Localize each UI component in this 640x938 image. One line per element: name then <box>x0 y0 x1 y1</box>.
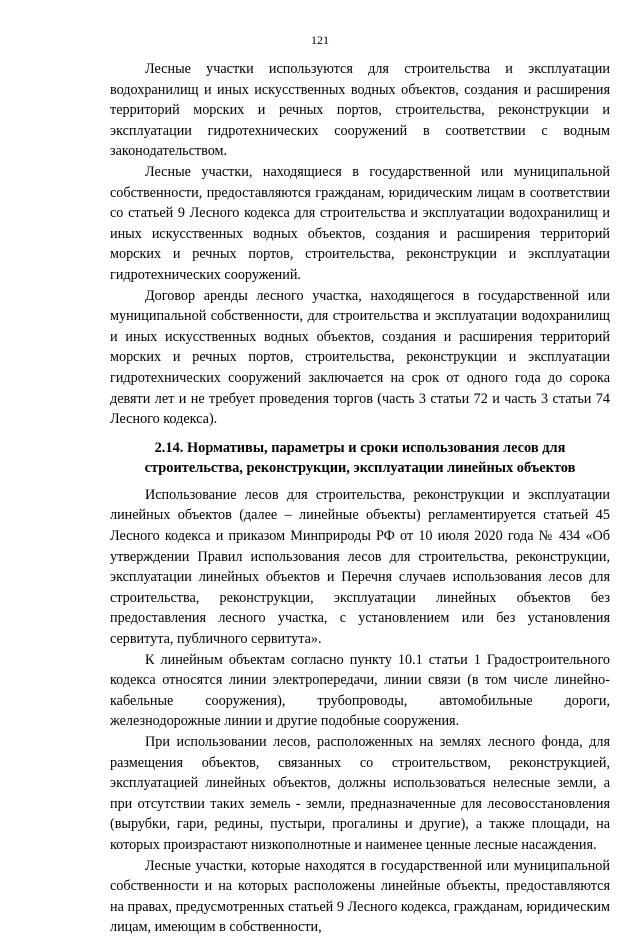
page-number: 121 <box>311 33 329 47</box>
paragraph: Лесные участки используются для строительства и эксплуатации водохранилищ и иных искусственных водных объектов, создания и расширения территорий морских и речных портов, строительства, реконструкции и эксплуатации гидротехнических сооружений в соответствии с водным законодательством. <box>110 61 610 160</box>
paragraph: Лесные участки, находящиеся в государственной или муниципальной собственности, предоставляются гражданам, юридическим лицам в соответствии со статьей 9 Лесного кодекса для строительства и эксплуатации водохранилищ и иных искусственных водных объектов, создания и расширения территорий морских и речных портов, строительства, реконструкции и эксплуатации гидротехнических сооружений. <box>110 163 610 283</box>
document-body <box>110 59 610 938</box>
section-heading-line: строительства, реконструкции, эксплуатации линейных объектов <box>144 460 576 477</box>
paragraph: Использование лесов для строительства, реконструкции и эксплуатации линейных объектов (далее – линейные объекты) регламентируется статьей 45 Лесного кодекса и приказом Минприроды РФ от 10 июля 2020 года № 434 «Об утверждении Правил использования лесов для строительства, реконструкции, эксплуатации линейных объектов и Перечня случаев использования лесов для строительства, реконструкции, эксплуатации линейных объектов без предоставления лесного участка, с установлением или без установления сервитута, публичного сервитута». <box>110 486 610 648</box>
section-heading-line: 2.14. Нормативы, параметры и сроки использования лесов для <box>154 439 566 456</box>
paragraph: Договор аренды лесного участка, находящегося в государственной или муниципальной собственности, для строительства и эксплуатации водохранилищ и иных искусственных водных объектов, создания и расширения территорий морских и речных портов, строительства, реконструкции и эксплуатации гидротехнических сооружений заключается на срок от одного года до сорока девяти лет и не требует проведения торгов (часть 3 статьи 72 и часть 3 статьи 74 Лесного кодекса). <box>110 287 610 428</box>
paragraph: При использовании лесов, расположенных на землях лесного фонда, для размещения объектов, связанных со строительством, реконструкцией, эксплуатацией линейных объектов, должны использоваться нелесные земли, а при отсутствии таких земель - земли, предназначенные для лесовосстановления (вырубки, гари, редины, пустыри, прогалины и другие), а также площади, на которых произрастают низкополнотные и наименее ценные лесные насаждения. <box>110 734 610 853</box>
section-heading <box>110 438 610 479</box>
paragraph: Лесные участки, которые находятся в государственной или муниципальной собственности и на которых расположены линейные объекты, предоставляются на правах, предусмотренных статьей 9 Лесного кодекса, гражданам, юридическим лицам, имеющим в собственности, <box>110 857 610 936</box>
paragraph: К линейным объектам согласно пункту 10.1 статьи 1 Градостроительного кодекса относятся линии электропередачи, линии связи (в том числе линейно-кабельные сооружения), трубопроводы, автомобильные дороги, железнодорожные линии и другие подобные сооружения. <box>110 651 610 730</box>
